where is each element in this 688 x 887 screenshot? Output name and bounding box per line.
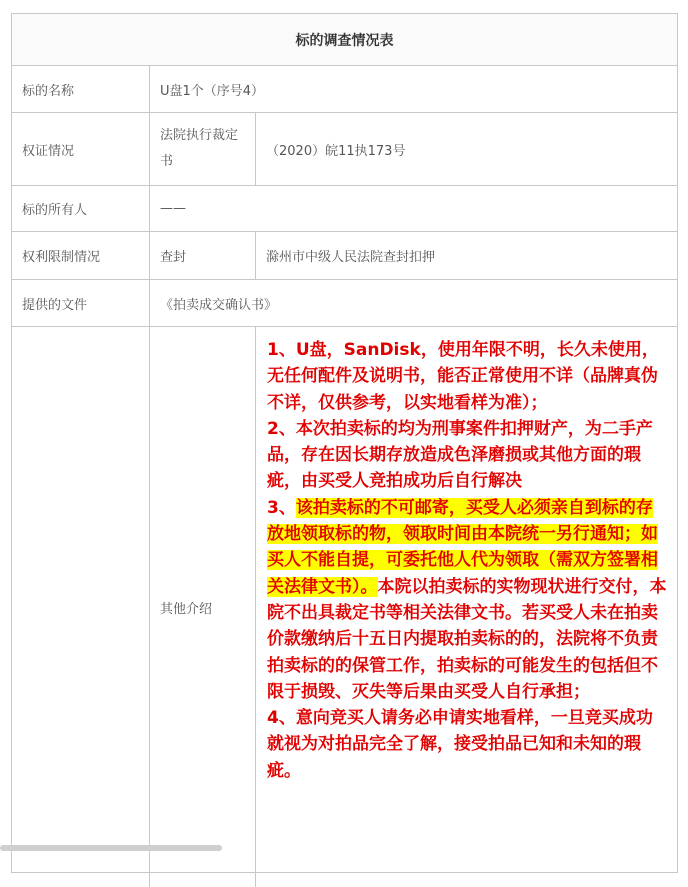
table-row-owner — [12, 186, 677, 232]
table-row-other — [12, 327, 677, 887]
desc-paragraph-1: 1、U盘，SanDisk，使用年限不明，长久未使用，无任何配件及说明书，能否正常使用不详（品牌真伪不详，仅供参考，以实地看样为准）； — [267, 340, 659, 413]
table-row-documents — [12, 280, 677, 327]
table-row-restriction — [12, 232, 677, 280]
table-row-title-cert — [12, 113, 677, 186]
row-label: 权利限制情况 — [12, 232, 150, 279]
desc-paragraph-2: 2、本次拍卖标的均为刑事案件扣押财产，为二手产品，存在因长期存放造成色泽磨损或其他方面的瑕疵，由买受人竞拍成功后自行解决 — [267, 418, 653, 492]
desc-paragraph-3 — [267, 495, 667, 705]
desc-p3-prefix: 3、 — [267, 497, 296, 518]
row-label: 权证情况 — [12, 113, 150, 185]
row-label: 提供的文件 — [12, 280, 150, 326]
auction-survey-table — [11, 13, 678, 873]
row-label-empty — [12, 327, 150, 887]
row-value: （2020）皖11执173号 — [266, 143, 406, 159]
table-row-name — [12, 66, 677, 113]
row-value: 滁州市中级人民法院查封扣押 — [266, 250, 436, 265]
row-value: U盘1个（序号4） — [160, 83, 265, 99]
horizontal-scrollbar[interactable] — [0, 845, 222, 851]
desc-p3-rest: 本院以拍卖标的实物现状进行交付，本院不出具裁定书等相关法律文书。若买受人未在拍卖价款缴纳后十五日内提取拍卖标的的，法院将不负责拍卖标的的保管工作，拍卖标的可能发生的包括但不限于损毁、灭失等后果由买受人自行承担； — [267, 576, 667, 702]
table-title: 标的调查情况表 — [12, 14, 677, 66]
row-value: —— — [160, 201, 186, 216]
row-sub-label — [150, 113, 256, 185]
desc-highlight: 该拍卖标的不可邮寄，买受人必须亲自到标的存放地领取标的物，领取时间由本院统一另行通知；如买人不能自提，可委托他人代为领取（需双方签署相关法律文书）。 — [267, 497, 658, 597]
desc-paragraph-4: 4、意向竞买人请务必申请实地看样，一旦竞买成功就视为对拍品完全了解，接受拍品已知和未知的瑕疵。 — [267, 708, 653, 781]
other-description — [256, 327, 677, 887]
row-value: 《拍卖成交确认书》 — [160, 297, 278, 313]
row-label: 标的名称 — [12, 66, 150, 112]
row-sub-label: 查封 — [150, 232, 256, 279]
row-label: 其他介绍 — [150, 327, 256, 887]
sub-label-text: 法院执行裁定书 — [160, 128, 239, 169]
row-label: 标的所有人 — [12, 186, 150, 231]
